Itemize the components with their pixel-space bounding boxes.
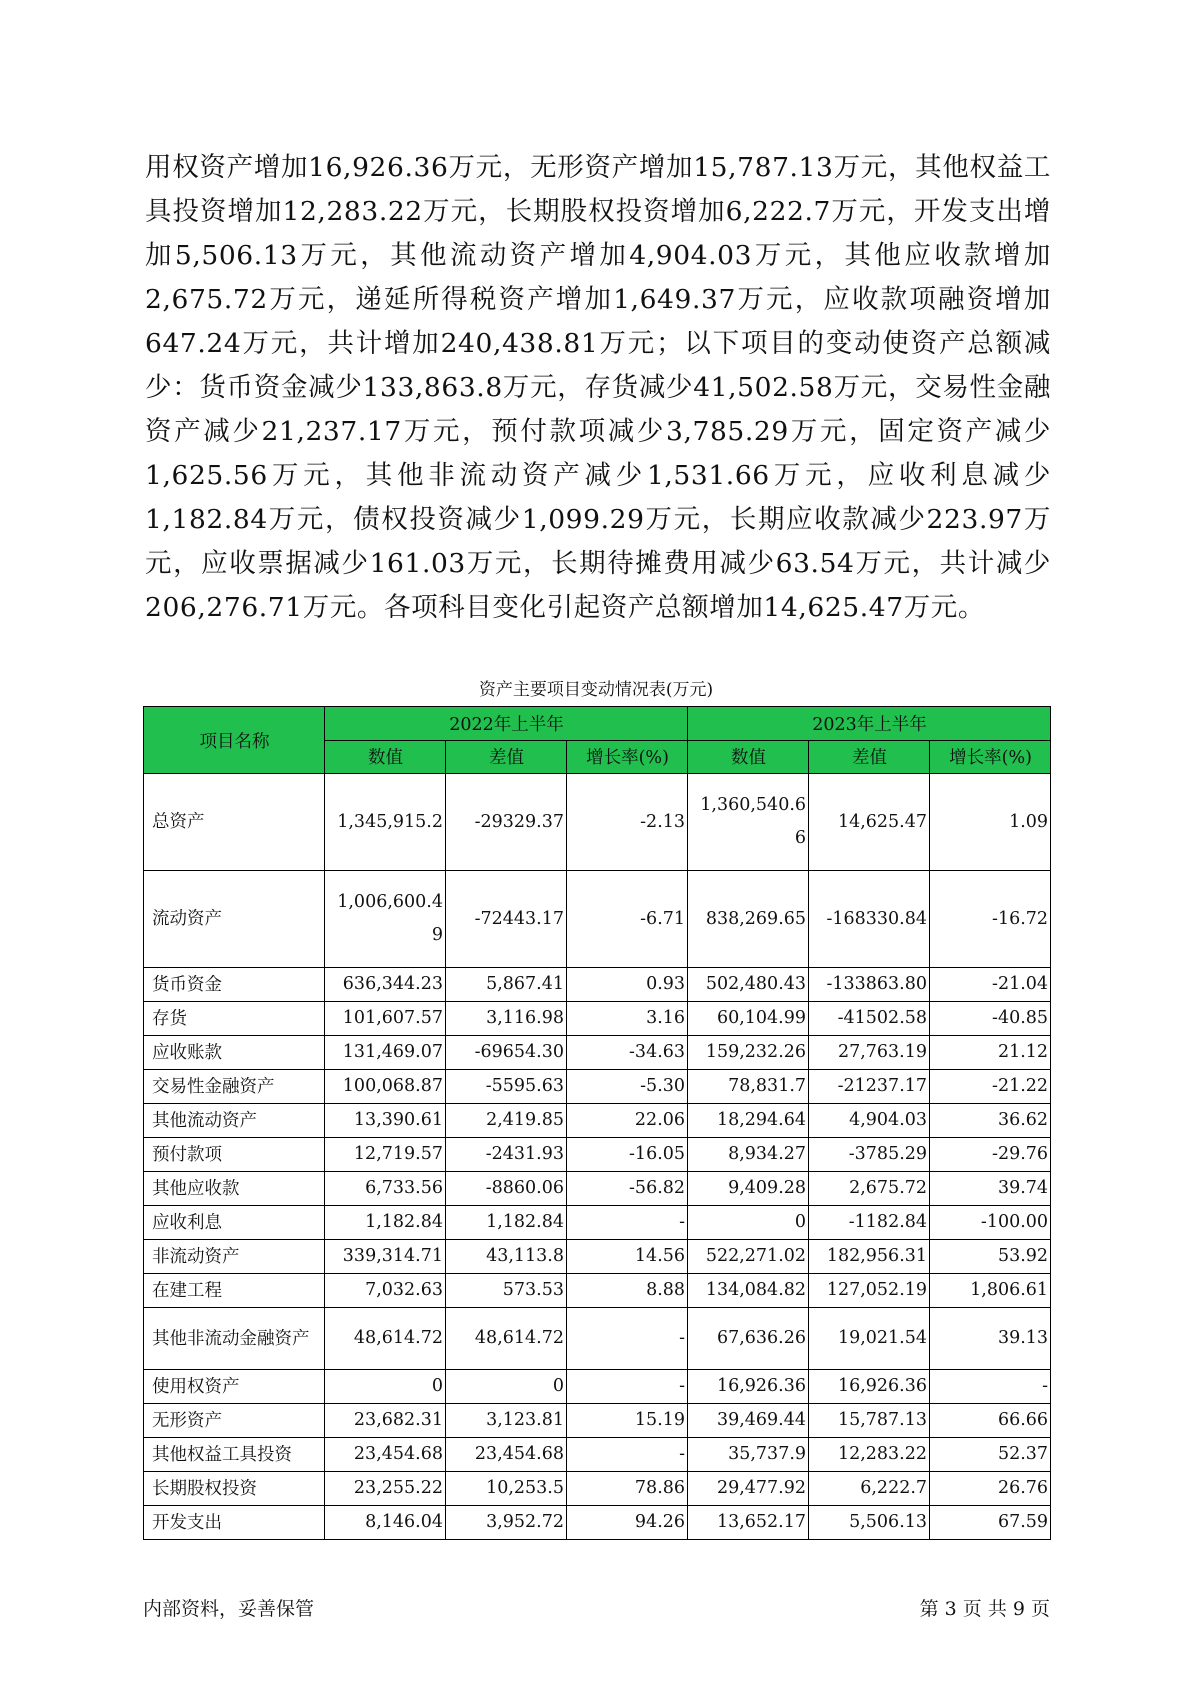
cell-value-2022: 6,733.56 xyxy=(325,1172,446,1206)
cell-diff-2022: 3,952.72 xyxy=(446,1506,567,1540)
cell-value-2022: 100,068.87 xyxy=(325,1070,446,1104)
cell-value-2022: 7,032.63 xyxy=(325,1274,446,1308)
cell-growth-2022: 14.56 xyxy=(567,1240,688,1274)
cell-value-2023: 838,269.65 xyxy=(688,871,809,968)
table-row xyxy=(144,1240,1051,1274)
cell-value-2022: 636,344.23 xyxy=(325,968,446,1002)
header-growth-2023: 增长率(%) xyxy=(930,740,1051,774)
cell-growth-2022: - xyxy=(567,1370,688,1404)
cell-value-2022: 13,390.61 xyxy=(325,1104,446,1138)
asset-changes-table xyxy=(143,706,1051,1540)
cell-value-2023: 13,652.17 xyxy=(688,1506,809,1540)
cell-diff-2022: -2431.93 xyxy=(446,1138,567,1172)
cell-diff-2022: 23,454.68 xyxy=(446,1438,567,1472)
row-label: 在建工程 xyxy=(144,1274,325,1308)
row-label: 无形资产 xyxy=(144,1404,325,1438)
cell-diff-2022: -29329.37 xyxy=(446,774,567,871)
cell-diff-2022: 573.53 xyxy=(446,1274,567,1308)
cell-growth-2023: 26.76 xyxy=(930,1472,1051,1506)
row-label: 其他非流动金融资产 xyxy=(144,1308,325,1370)
cell-growth-2023: 21.12 xyxy=(930,1036,1051,1070)
table-row xyxy=(144,1308,1051,1370)
cell-growth-2022: -34.63 xyxy=(567,1036,688,1070)
cell-growth-2022: -6.71 xyxy=(567,871,688,968)
cell-value-2023: 60,104.99 xyxy=(688,1002,809,1036)
cell-value-2022: 131,469.07 xyxy=(325,1036,446,1070)
cell-growth-2023: -100.00 xyxy=(930,1206,1051,1240)
table-row xyxy=(144,774,1051,871)
cell-growth-2022: -2.13 xyxy=(567,774,688,871)
cell-diff-2023: -133863.80 xyxy=(809,968,930,1002)
cell-growth-2022: - xyxy=(567,1438,688,1472)
cell-value-2022: 23,454.68 xyxy=(325,1438,446,1472)
cell-growth-2022: 3.16 xyxy=(567,1002,688,1036)
cell-diff-2022: -5595.63 xyxy=(446,1070,567,1104)
header-value-2023: 数值 xyxy=(688,740,809,774)
cell-diff-2023: 182,956.31 xyxy=(809,1240,930,1274)
header-diff-2023: 差值 xyxy=(809,740,930,774)
cell-diff-2022: 5,867.41 xyxy=(446,968,567,1002)
cell-growth-2023: 52.37 xyxy=(930,1438,1051,1472)
cell-value-2023: 502,480.43 xyxy=(688,968,809,1002)
table-row xyxy=(144,1036,1051,1070)
cell-diff-2022: 3,123.81 xyxy=(446,1404,567,1438)
cell-value-2023: 18,294.64 xyxy=(688,1104,809,1138)
cell-diff-2023: -3785.29 xyxy=(809,1138,930,1172)
cell-growth-2022: 94.26 xyxy=(567,1506,688,1540)
cell-value-2022: 23,255.22 xyxy=(325,1472,446,1506)
header-value-2022: 数值 xyxy=(325,740,446,774)
table-row xyxy=(144,1172,1051,1206)
header-item-name: 项目名称 xyxy=(144,707,325,774)
row-label: 其他流动资产 xyxy=(144,1104,325,1138)
cell-diff-2023: -21237.17 xyxy=(809,1070,930,1104)
cell-diff-2022: 0 xyxy=(446,1370,567,1404)
cell-growth-2023: -21.22 xyxy=(930,1070,1051,1104)
cell-growth-2022: -56.82 xyxy=(567,1172,688,1206)
table-row xyxy=(144,968,1051,1002)
cell-growth-2023: -40.85 xyxy=(930,1002,1051,1036)
footer-page-number: 第 3 页 共 9 页 xyxy=(919,1598,1050,1620)
cell-growth-2023: 66.66 xyxy=(930,1404,1051,1438)
cell-growth-2023: 1,806.61 xyxy=(930,1274,1051,1308)
cell-value-2022: 339,314.71 xyxy=(325,1240,446,1274)
cell-diff-2022: 43,113.8 xyxy=(446,1240,567,1274)
header-diff-2022: 差值 xyxy=(446,740,567,774)
cell-value-2022: 1,006,600.49 xyxy=(325,871,446,968)
cell-diff-2023: 2,675.72 xyxy=(809,1172,930,1206)
cell-diff-2022: -72443.17 xyxy=(446,871,567,968)
cell-growth-2023: 36.62 xyxy=(930,1104,1051,1138)
cell-value-2022: 23,682.31 xyxy=(325,1404,446,1438)
cell-value-2022: 101,607.57 xyxy=(325,1002,446,1036)
row-label: 存货 xyxy=(144,1002,325,1036)
cell-diff-2023: 16,926.36 xyxy=(809,1370,930,1404)
cell-growth-2022: 15.19 xyxy=(567,1404,688,1438)
cell-diff-2023: 5,506.13 xyxy=(809,1506,930,1540)
cell-growth-2022: - xyxy=(567,1206,688,1240)
row-label: 应收利息 xyxy=(144,1206,325,1240)
body-paragraph: 用权资产增加16,926.36万元，无形资产增加15,787.13万元，其他权益工具投资增加12,283.22万元，长期股权投资增加6,222.7万元，开发支出增加5,506.13万元，其他流动资产增加4,904.03万元，其他应收款增加2,675.72万元，递延所得税资产增加1,649.37万元，应收款项融资增加647.24万元，共计增加240,438.81万元；以下项目的变动使资产总额减少：货币资金减少133,863.8万元，存货减少41,502.58万元，交易性金融资产减少21,237.17万元，预付款项减少3,785.29万元，固定资产减少1,625.56万元，其他非流动资产减少1,531.66万元，应收利息减少1,182.84万元，债权投资减少1,099.29万元，长期应收款减少223.97万元，应收票据减少161.03万元，长期待摊费用减少63.54万元，共计减少206,276.71万元。各项科目变化引起资产总额增加14,625.47万元。 xyxy=(145,152,1051,623)
header-period-2023: 2023年上半年 xyxy=(688,707,1051,741)
cell-value-2022: 12,719.57 xyxy=(325,1138,446,1172)
table-header xyxy=(144,707,1051,774)
cell-diff-2023: 14,625.47 xyxy=(809,774,930,871)
cell-diff-2023: 15,787.13 xyxy=(809,1404,930,1438)
cell-value-2022: 0 xyxy=(325,1370,446,1404)
table-row xyxy=(144,1472,1051,1506)
table-row xyxy=(144,1138,1051,1172)
row-label: 流动资产 xyxy=(144,871,325,968)
row-label: 预付款项 xyxy=(144,1138,325,1172)
table-row xyxy=(144,1002,1051,1036)
row-label: 其他权益工具投资 xyxy=(144,1438,325,1472)
table-row xyxy=(144,1206,1051,1240)
cell-growth-2023: -29.76 xyxy=(930,1138,1051,1172)
cell-diff-2023: -168330.84 xyxy=(809,871,930,968)
cell-diff-2022: 1,182.84 xyxy=(446,1206,567,1240)
cell-value-2023: 0 xyxy=(688,1206,809,1240)
cell-value-2023: 134,084.82 xyxy=(688,1274,809,1308)
row-label: 其他应收款 xyxy=(144,1172,325,1206)
row-label: 非流动资产 xyxy=(144,1240,325,1274)
header-period-2022: 2022年上半年 xyxy=(325,707,688,741)
cell-value-2023: 16,926.36 xyxy=(688,1370,809,1404)
cell-diff-2022: -8860.06 xyxy=(446,1172,567,1206)
table-row xyxy=(144,871,1051,968)
cell-growth-2023: 1.09 xyxy=(930,774,1051,871)
cell-diff-2023: 4,904.03 xyxy=(809,1104,930,1138)
row-label: 长期股权投资 xyxy=(144,1472,325,1506)
cell-value-2023: 29,477.92 xyxy=(688,1472,809,1506)
table-row xyxy=(144,1274,1051,1308)
cell-growth-2022: 0.93 xyxy=(567,968,688,1002)
cell-growth-2022: 22.06 xyxy=(567,1104,688,1138)
row-label: 开发支出 xyxy=(144,1506,325,1540)
table-row xyxy=(144,1104,1051,1138)
table-row xyxy=(144,1506,1051,1540)
cell-diff-2022: 48,614.72 xyxy=(446,1308,567,1370)
cell-diff-2022: -69654.30 xyxy=(446,1036,567,1070)
cell-growth-2022: -16.05 xyxy=(567,1138,688,1172)
cell-value-2022: 1,345,915.2 xyxy=(325,774,446,871)
cell-diff-2022: 3,116.98 xyxy=(446,1002,567,1036)
table-row xyxy=(144,1070,1051,1104)
table-body xyxy=(144,774,1051,1540)
cell-diff-2023: -41502.58 xyxy=(809,1002,930,1036)
footer-confidential-note: 内部资料，妥善保管 xyxy=(143,1598,315,1620)
cell-diff-2023: 19,021.54 xyxy=(809,1308,930,1370)
cell-growth-2023: - xyxy=(930,1370,1051,1404)
cell-diff-2022: 10,253.5 xyxy=(446,1472,567,1506)
cell-diff-2023: 127,052.19 xyxy=(809,1274,930,1308)
cell-growth-2023: 39.74 xyxy=(930,1172,1051,1206)
cell-value-2022: 8,146.04 xyxy=(325,1506,446,1540)
cell-growth-2022: - xyxy=(567,1308,688,1370)
row-label: 总资产 xyxy=(144,774,325,871)
row-label: 使用权资产 xyxy=(144,1370,325,1404)
row-label: 交易性金融资产 xyxy=(144,1070,325,1104)
cell-diff-2023: -1182.84 xyxy=(809,1206,930,1240)
cell-value-2023: 8,934.27 xyxy=(688,1138,809,1172)
cell-growth-2022: -5.30 xyxy=(567,1070,688,1104)
cell-diff-2023: 6,222.7 xyxy=(809,1472,930,1506)
table-caption: 资产主要项目变动情况表(万元) xyxy=(478,680,714,700)
cell-growth-2023: 67.59 xyxy=(930,1506,1051,1540)
table-row xyxy=(144,1438,1051,1472)
cell-diff-2023: 27,763.19 xyxy=(809,1036,930,1070)
cell-growth-2023: 53.92 xyxy=(930,1240,1051,1274)
table-row xyxy=(144,1370,1051,1404)
cell-growth-2023: 39.13 xyxy=(930,1308,1051,1370)
cell-growth-2023: -16.72 xyxy=(930,871,1051,968)
table-row xyxy=(144,1404,1051,1438)
cell-diff-2022: 2,419.85 xyxy=(446,1104,567,1138)
cell-value-2023: 67,636.26 xyxy=(688,1308,809,1370)
cell-growth-2022: 8.88 xyxy=(567,1274,688,1308)
cell-growth-2023: -21.04 xyxy=(930,968,1051,1002)
cell-value-2023: 1,360,540.66 xyxy=(688,774,809,871)
header-growth-2022: 增长率(%) xyxy=(567,740,688,774)
cell-diff-2023: 12,283.22 xyxy=(809,1438,930,1472)
cell-value-2023: 39,469.44 xyxy=(688,1404,809,1438)
cell-value-2022: 48,614.72 xyxy=(325,1308,446,1370)
cell-value-2023: 9,409.28 xyxy=(688,1172,809,1206)
cell-value-2023: 522,271.02 xyxy=(688,1240,809,1274)
cell-growth-2022: 78.86 xyxy=(567,1472,688,1506)
cell-value-2022: 1,182.84 xyxy=(325,1206,446,1240)
cell-value-2023: 35,737.9 xyxy=(688,1438,809,1472)
cell-value-2023: 78,831.7 xyxy=(688,1070,809,1104)
row-label: 货币资金 xyxy=(144,968,325,1002)
row-label: 应收账款 xyxy=(144,1036,325,1070)
cell-value-2023: 159,232.26 xyxy=(688,1036,809,1070)
